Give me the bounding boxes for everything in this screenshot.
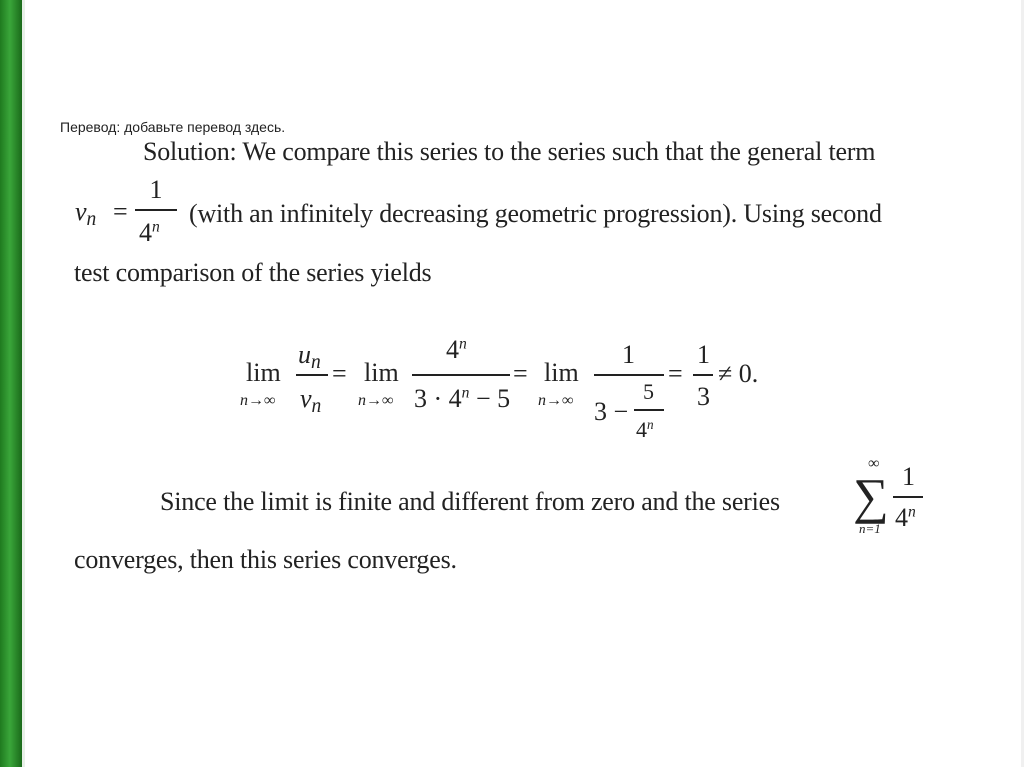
lim-1-sub: n→∞ (240, 392, 276, 409)
solution-line-3: test comparison of the series yields (74, 258, 432, 287)
lim-2-sub: n→∞ (358, 392, 394, 409)
fraction-denominator: 4$^n$ (139, 218, 160, 247)
sum-symbol: ∑ (853, 468, 889, 524)
equals-2: = (513, 359, 528, 388)
term1-numerator: $u_n$ (298, 340, 321, 373)
conclusion-line-2: converges, then this series converges. (74, 545, 457, 574)
term1-bar (296, 374, 328, 376)
equals-sign: = (113, 197, 128, 226)
conclusion-line-1: Since the limit is finite and different from zero and the series (160, 487, 780, 516)
term1-denominator: $v_n$ (300, 384, 322, 417)
term3-numerator: 1 (622, 340, 635, 369)
sum-numerator: 1 (902, 462, 915, 491)
solution-line-2: (with an infinitely decreasing geometric progression). Using second (189, 199, 882, 228)
equals-3: = (668, 359, 683, 388)
lim-1: lim (246, 358, 281, 387)
solution-line-1: Solution: We compare this series to the series such that the general term (143, 137, 876, 166)
lim-2: lim (364, 358, 399, 387)
vn-fraction (135, 175, 177, 205)
inner-denominator: 4$^n$ (636, 417, 654, 442)
term2-numerator: 4$^n$ (446, 335, 467, 364)
term3-bar (594, 374, 664, 376)
slide-border-gap (22, 0, 25, 767)
inner-bar (634, 409, 664, 411)
sum-fraction-bar (893, 496, 923, 498)
translation-caption: Перевод: добавьте перевод здесь. (60, 119, 286, 135)
vn-symbol: $v_n$ (75, 197, 97, 230)
fraction-numerator: 1 (149, 175, 163, 204)
equals-1: = (332, 359, 347, 388)
term3-denominator-left: 3 − (594, 397, 629, 426)
result-denominator: 3 (697, 382, 710, 411)
result-bar (693, 374, 713, 376)
not-equal-zero: ≠ 0. (718, 359, 759, 388)
slide-left-border (0, 0, 22, 767)
sum-denominator: 4$^n$ (895, 503, 916, 532)
term2-denominator: $3 \cdot 4^n - 5$ (414, 384, 511, 413)
sum-upper-limit: ∞ (868, 455, 880, 472)
term2-bar (412, 374, 510, 376)
inner-numerator: 5 (643, 379, 654, 404)
result-numerator: 1 (697, 340, 710, 369)
sum-lower-limit: n=1 (859, 521, 881, 536)
lim-3-sub: n→∞ (538, 392, 574, 409)
fraction-bar (135, 209, 177, 211)
lim-3: lim (544, 358, 579, 387)
